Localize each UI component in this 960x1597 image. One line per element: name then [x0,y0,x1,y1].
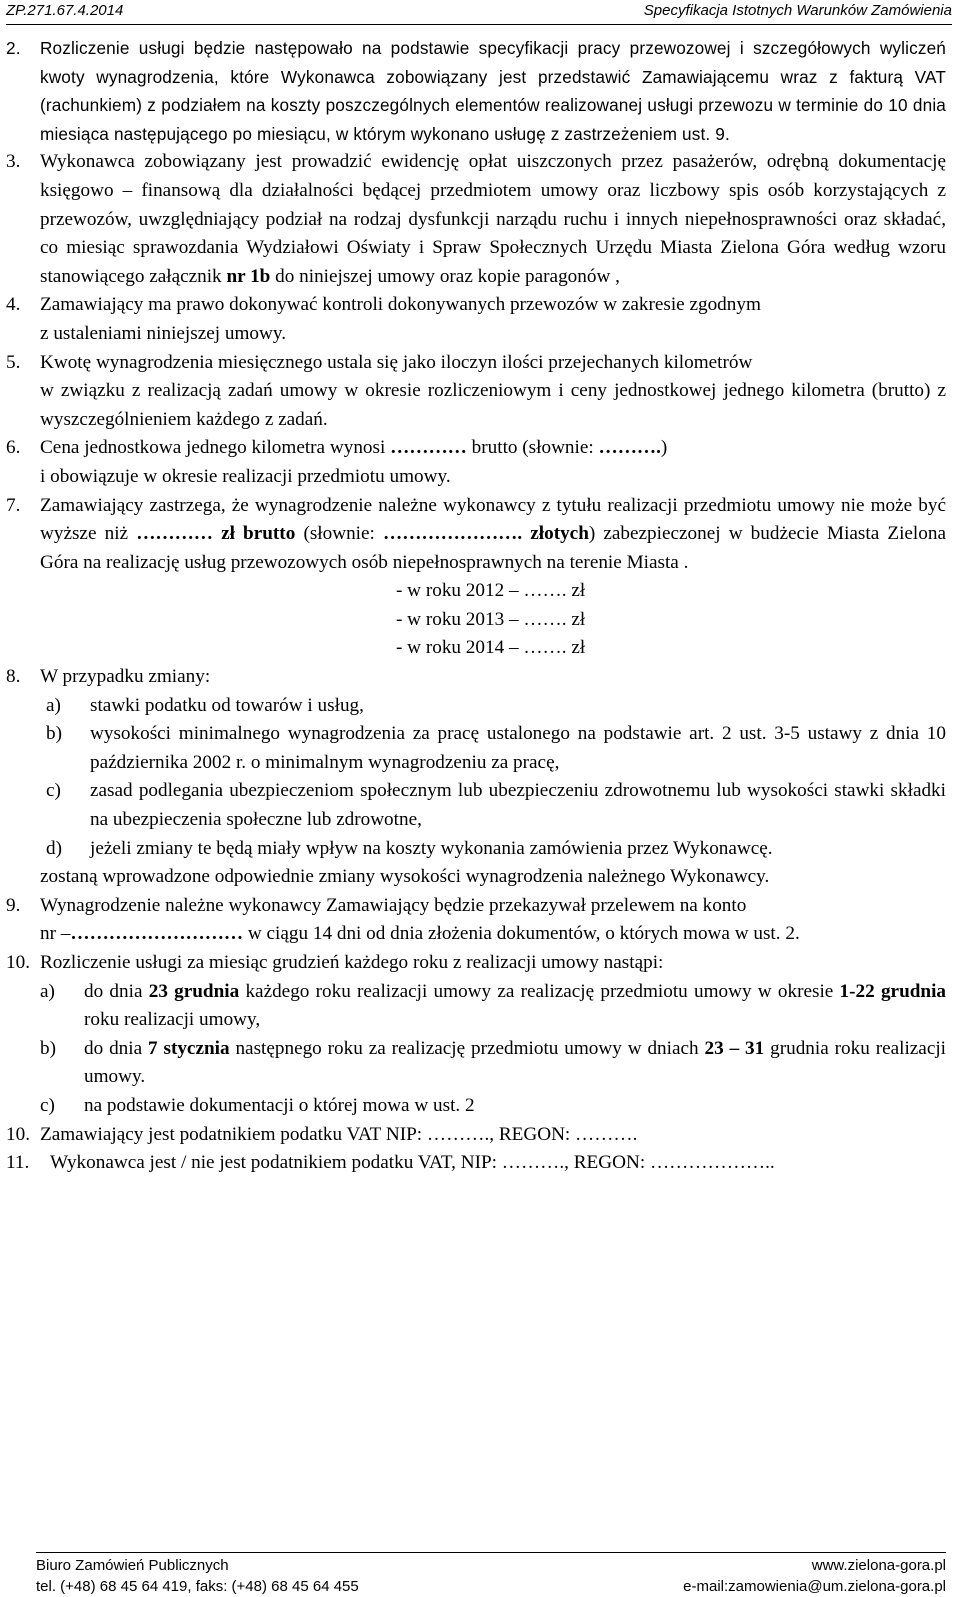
list-item [6,835,946,864]
text-part: do dnia [84,980,143,1002]
paragraph-number: 3. [6,151,21,173]
footer-right [683,1555,946,1597]
list-text: jeżeli zmiany te będą miały wpływ na koszty wykonania zamówienia przez Wykonawcę. [90,837,773,859]
date-bold: 23 – 31 [704,1037,765,1059]
page-header [6,2,952,25]
footer-left [36,1555,359,1597]
list-item [6,692,946,721]
list-text: wysokości minimalnego wynagrodzenia za pracę ustalonego na podstawie art. 2 ust. 3-5 ustawy z dnia 10 października 2002 r. o minimalnym wynagrodzeniu za pracę, [90,723,946,773]
paragraph-text: Zamawiający jest podatnikiem podatku VAT NIP: ………., REGON: ………. [40,1123,638,1145]
paragraph-text: Wynagrodzenie należne wykonawcy Zamawiający będzie przekazywał przelewem na konto [40,894,747,916]
paragraph-text: Wykonawca jest / nie jest podatnikiem podatku VAT, NIP: ………., REGON: ……………….. [50,1152,775,1174]
email-link[interactable]: e-mail:zamowienia@um.zielona-gora.pl [683,1578,946,1595]
text-part: do niniejszej umowy oraz kopie paragonów , [275,265,620,287]
date-bold: 1-22 grudnia [839,980,947,1002]
paragraph-text: Kwotę wynagrodzenia miesięcznego ustala się jako iloczyn ilości przejechanych kilometrów [40,351,753,373]
year-amount: - w roku 2014 – ……. zł [396,637,586,659]
text-part: następnego roku za realizację przedmiotu umowy w dniach [235,1037,699,1059]
year-amount: - w roku 2012 – ……. zł [396,580,586,602]
text-part: brutto (słownie: [471,437,594,459]
list-item [6,1092,946,1121]
paragraph-number: 11. [6,1152,30,1174]
paragraph-2 [6,34,946,148]
text-part: Cena jednostkowa jednego kilometra wynosi [40,437,386,459]
list-label: c) [46,780,61,802]
list-label: b) [46,723,62,745]
paragraph-text: Rozliczenie usługi będzie następowało na podstawie specyfikacji pracy przewozowej i szczegółowych wyliczeń kwoty wynagrodzenia, które Wykonawca zobowiązany jest przedstawić Zamawiającemu wraz z fakturą VAT (rachunkiem) z podziałem na koszty poszczególnych elementów realizowanej usługi przewozu w terminie do 10 dnia miesiąca następującego po miesiącu, w którym wykonano usługę z zastrzeżeniem ust. 9. [40,38,946,144]
paragraph-text [40,148,946,291]
document-body [6,34,946,1178]
date-bold: 7 stycznia [148,1037,230,1059]
paragraph-number: 10. [6,1123,30,1145]
paragraph-number: 9. [6,894,21,916]
text-part: do dnia [84,1037,143,1059]
paragraph-11 [6,1149,946,1178]
document-title: Specyfikacja Istotnych Warunków Zamówienia [643,2,952,19]
paragraph-number: 2. [6,38,21,58]
paragraph-text: w związku z realizacją zadań umowy w okresie rozliczeniowym i ceny jednostkowej jednego kilometra (brutto) z wyszczególnieniem każdego z zadań. [40,380,946,430]
list-label: a) [46,694,61,716]
list-item [6,720,946,777]
text-part: w ciągu 14 dni od dnia złożenia dokumentów, o których mowa w ust. 2. [247,923,800,945]
page-footer [36,1552,946,1597]
amount-words-blank: …………………. złotych [383,523,589,545]
paragraph-9 [6,892,946,949]
text-part: roku realizacji umowy, [84,1009,261,1031]
paragraph-number: 4. [6,294,21,316]
text-part: Wykonawca zobowiązany jest prowadzić ewidencję opłat uiszczonych przez pasażerów, odrębną dokumentację księgowo – finansową dla działalności będącej przedmiotem umowy oraz liczbowy spis osób korzystających z przewozów, uwzględniający podział na rodzaj dysfunkcji narządu ruchu i innych niepełnosprawności oraz składać, co miesiąc sprawozdania Wydziałowi Oświaty i Spraw Społecznych Urzędu Miasta Zielona Góra według wzoru stanowiącego załącznik [40,151,946,287]
contact-phone: tel. (+48) 68 45 64 419, faks: (+48) 68 45 64 455 [36,1578,359,1595]
document-reference: ZP.271.67.4.2014 [6,2,124,19]
text-part: ) [660,437,668,459]
words-blank: ………. [598,437,661,459]
paragraph-8 [6,663,946,692]
paragraph-text: i obowiązuje w okresie realizacji przedmiotu umowy. [40,465,451,487]
office-name: Biuro Zamówień Publicznych [36,1557,229,1574]
list-text [84,978,946,1035]
text-part: ) zabezpieczonej w budżecie Miasta Zielona Góra na realizację usług przewozowych osób niepełnosprawnych na terenie Miasta . [40,523,946,573]
list-item [6,978,946,1035]
list-text: na podstawie dokumentacji o której mowa w ust. 2 [84,1094,475,1116]
list-item [6,1035,946,1092]
paragraph-text: z ustaleniami niniejszej umowy. [40,322,286,344]
date-bold: 23 grudnia [148,980,240,1002]
paragraph-10b [6,1121,946,1150]
text-part: każdego roku realizacji umowy za realizację przedmiotu umowy w okresie [245,980,834,1002]
paragraph-text: W przypadku zmiany: [40,666,211,688]
text-part: Zamawiający zastrzega, że wynagrodzenie należne wykonawcy z tytułu realizacji przedmiotu umowy nie może być wyższe niż [40,494,946,545]
paragraph-4 [6,291,946,348]
text-part: grudnia roku realizacji umowy. [84,1037,946,1088]
paragraph-number: 5. [6,351,21,373]
website-link[interactable]: www.zielona-gora.pl [811,1557,946,1574]
max-amount-blank: ………… zł brutto [136,523,296,545]
paragraph-10 [6,949,946,978]
paragraph-text [40,434,946,463]
text-part: nr – [40,923,71,945]
year-amount: - w roku 2013 – ……. zł [396,608,586,630]
paragraph-number: 8. [6,666,21,688]
account-blank: ……………………… [70,923,244,945]
paragraph-number: 7. [6,494,21,516]
paragraph-6 [6,434,946,491]
paragraph-5 [6,349,946,435]
list-text: zasad podlegania ubezpieczeniom społecznym lub ubezpieczeniu zdrowotnemu lub wysokości stawki składki na ubezpieczenia społeczne lub zdrowotne, [90,780,946,831]
paragraph-7 [6,492,946,664]
paragraph-text: Zamawiający ma prawo dokonywać kontroli dokonywanych przewozów w zakresie zgodnym [40,294,761,316]
paragraph-3 [6,148,946,291]
attachment-ref: nr 1b [226,265,271,287]
list-label: b) [40,1037,56,1059]
list-label: d) [46,837,62,859]
list-label: a) [40,980,55,1002]
text-part: (słownie: [303,523,375,545]
paragraph-text: zostaną wprowadzone odpowiednie zmiany wysokości wynagrodzenia należnego Wykonawcy. [40,866,770,888]
paragraph-text [40,492,946,578]
paragraph-text [40,920,946,949]
list-text [84,1035,946,1092]
list-item [6,777,946,834]
paragraph-number: 10. [6,952,30,973]
paragraph-text: Rozliczenie usługi za miesiąc grudzień każdego roku z realizacji umowy nastąpi: [40,952,664,973]
paragraph-number: 6. [6,437,21,459]
list-text: stawki podatku od towarów i usług, [90,694,364,716]
price-blank: ………… [390,437,467,459]
list-label: c) [40,1094,55,1116]
